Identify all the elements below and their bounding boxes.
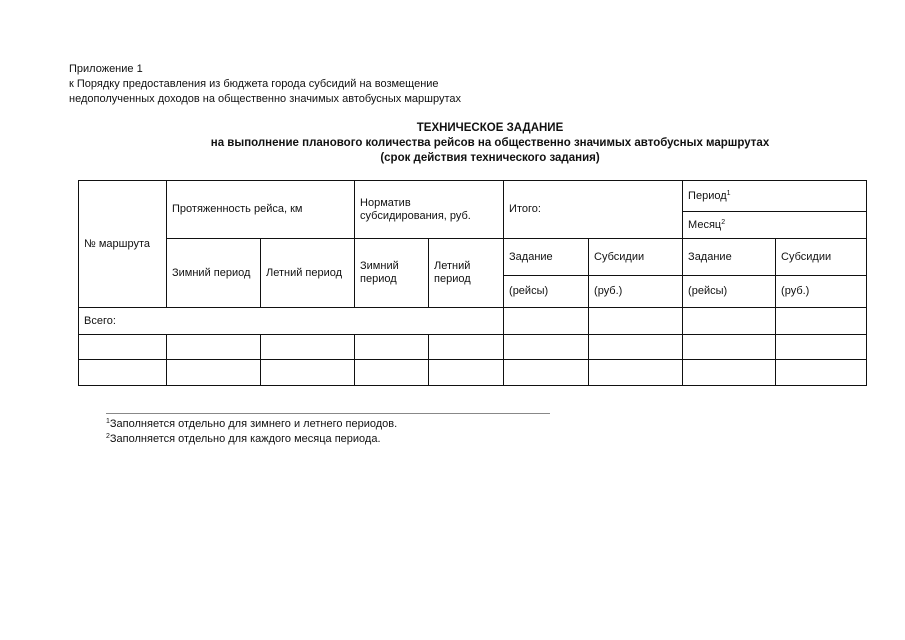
footnote-ref-1: 1	[726, 189, 731, 197]
footnote-1-marker: 1	[106, 418, 110, 425]
table-cell	[167, 360, 261, 386]
header-total-subsidy: Субсидии	[589, 239, 683, 276]
table-cell	[504, 335, 589, 360]
table-cell	[589, 360, 683, 386]
table-cell	[589, 335, 683, 360]
table-cell	[261, 360, 355, 386]
table-cell	[79, 335, 167, 360]
title-subtitle: на выполнение планового количества рейсов на общественно значимых автобусных маршрутах	[210, 137, 770, 149]
table-cell	[776, 335, 867, 360]
row-total-label: Всего:	[79, 308, 504, 335]
title-validity: (срок действия технического задания)	[380, 152, 600, 164]
footnotes	[106, 413, 550, 447]
table-cell	[589, 308, 683, 335]
header-norm-winter: Зимний период	[355, 239, 429, 308]
unit-period-trips: (рейсы)	[683, 276, 776, 308]
table-cell	[167, 335, 261, 360]
footnote-2	[106, 432, 550, 447]
title-main: ТЕХНИЧЕСКОЕ ЗАДАНИЕ	[416, 122, 564, 134]
header-route-length: Протяженность рейса, км	[167, 181, 355, 239]
table-cell	[355, 335, 429, 360]
unit-period-rub: (руб.)	[776, 276, 867, 308]
unit-total-rub: (руб.)	[589, 276, 683, 308]
table-cell	[504, 308, 589, 335]
technical-task-table	[78, 180, 867, 386]
footnote-1-text: Заполняется отдельно для зимнего и летнего периодов.	[109, 418, 398, 430]
table-cell	[261, 335, 355, 360]
appendix-reference-line1: к Порядку предоставления из бюджета города субсидий на возмещение	[69, 78, 439, 90]
document-title	[160, 121, 820, 166]
table-cell	[776, 360, 867, 386]
header-length-summer: Летний период	[261, 239, 355, 308]
table-cell	[776, 308, 867, 335]
header-month-label: Месяц	[688, 218, 722, 231]
header-period-task: Задание	[683, 239, 776, 276]
header-period-subsidy: Субсидии	[776, 239, 867, 276]
header-route-number: № маршрута	[79, 181, 167, 308]
table-cell	[79, 360, 167, 386]
table-cell	[683, 308, 776, 335]
table-cell	[429, 335, 504, 360]
header-period	[683, 181, 867, 212]
header-total-task: Задание	[504, 239, 589, 276]
footnote-1	[106, 417, 550, 432]
table-cell	[355, 360, 429, 386]
table-row	[79, 335, 867, 360]
header-norm-summer: Летний период	[429, 239, 504, 308]
table-cell	[683, 360, 776, 386]
table-row	[79, 360, 867, 386]
header-length-winter: Зимний период	[167, 239, 261, 308]
table-cell	[683, 335, 776, 360]
header-subsidy-norm: Норматив субсидирования, руб.	[355, 181, 504, 239]
appendix-reference-line2: недополученных доходов на общественно значимых автобусных маршрутах	[69, 93, 461, 105]
header-period-label: Период	[688, 189, 727, 202]
table-row-total	[79, 308, 867, 335]
appendix-number: Приложение 1	[69, 63, 143, 75]
footnote-2-text: Заполняется отдельно для каждого месяца периода.	[109, 433, 381, 445]
header-month	[683, 212, 867, 239]
footnote-ref-2: 2	[721, 218, 726, 226]
table-cell	[504, 360, 589, 386]
header-total: Итого:	[504, 181, 683, 239]
appendix-header	[69, 62, 461, 107]
footnote-2-marker: 2	[106, 433, 110, 440]
table-cell	[429, 360, 504, 386]
unit-total-trips: (рейсы)	[504, 276, 589, 308]
